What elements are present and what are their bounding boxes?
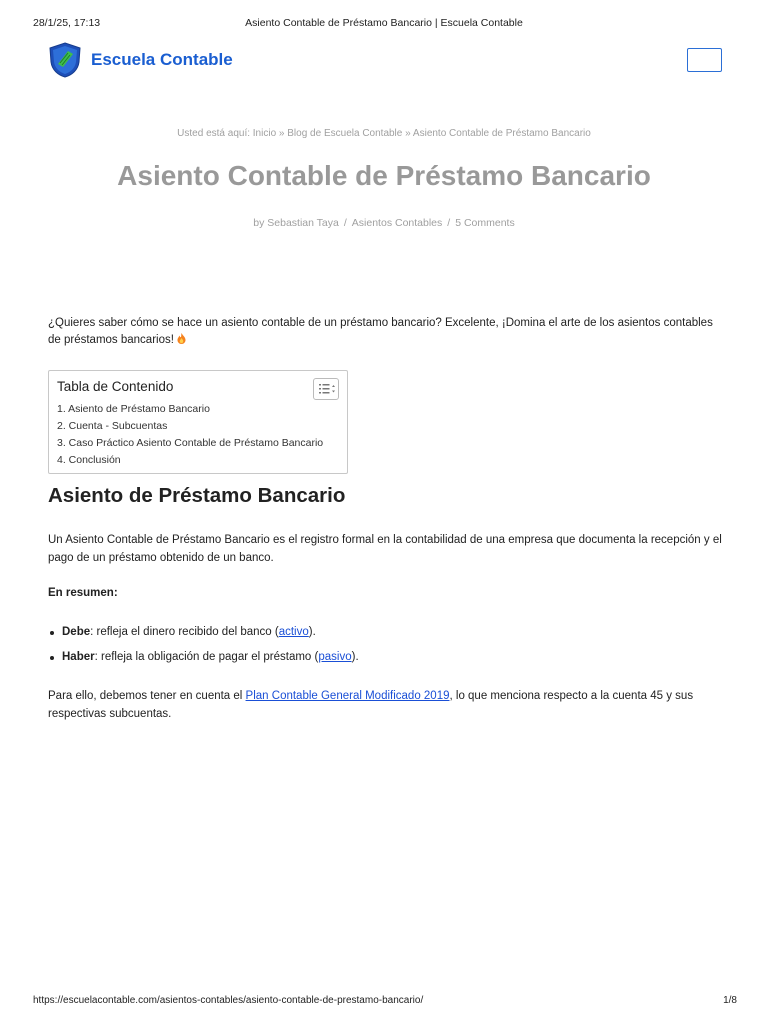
toc-item[interactable]: 4. Conclusión [57, 454, 121, 466]
toc-toggle-button[interactable] [313, 378, 339, 400]
site-header [48, 42, 724, 78]
summary-list [48, 624, 359, 674]
summary-label: En resumen: [48, 587, 118, 599]
print-page-number: 1/8 [723, 995, 737, 1006]
site-name-link[interactable]: Escuela Contable [91, 50, 233, 69]
breadcrumb [0, 128, 768, 139]
bullet-term: Haber [62, 651, 95, 663]
toc-item[interactable]: 2. Cuenta - Subcuentas [57, 420, 168, 432]
print-page-title: Asiento Contable de Préstamo Bancario | Escuela Contable [245, 17, 523, 29]
breadcrumb-current: Asiento Contable de Préstamo Bancario [412, 128, 591, 139]
meta-separator: / [447, 217, 451, 229]
paragraph-text: Para ello, debemos tener en cuenta el [48, 690, 246, 702]
page-title: Asiento Contable de Préstamo Bancario [117, 160, 651, 191]
breadcrumb-blog-link[interactable]: Blog de Escuela Contable [287, 128, 403, 139]
section-heading: Asiento de Préstamo Bancario [48, 484, 346, 507]
article-meta [0, 217, 768, 229]
menu-toggle-button[interactable] [687, 48, 722, 72]
paragraph-text: , lo que menciona respecto a la cuenta 45 y sus respectivas subcuentas. [48, 690, 694, 720]
bullet-term: Debe [62, 626, 91, 638]
toc-item[interactable]: 3. Caso Práctico Asiento Contable de Préstamo Bancario [57, 437, 324, 449]
breadcrumb-separator: » [276, 128, 288, 139]
bullet-end: ). [351, 651, 359, 663]
fire-icon [177, 333, 186, 344]
table-of-contents [48, 370, 348, 474]
bullet-text: : refleja el dinero recibido del banco ( [90, 626, 279, 638]
breadcrumb-separator: » [402, 128, 413, 139]
print-datetime: 28/1/25, 17:13 [33, 17, 101, 29]
print-url: https://escuelacontable.com/asientos-contables/asiento-contable-de-prestamo-bancario/ [33, 995, 424, 1006]
list-item [48, 624, 359, 649]
author-link[interactable]: by Sebastian Taya [253, 217, 339, 229]
intro-text: ¿Quieres saber cómo se hace un asiento contable de un préstamo bancario? Excelente, ¡Domina el arte de los asientos contables de préstamos bancarios! [48, 317, 713, 346]
intro-paragraph [48, 315, 728, 349]
plan-contable-paragraph [48, 687, 728, 723]
breadcrumb-prefix: Usted está aquí: [177, 128, 253, 139]
toc-title: Tabla de Contenido [57, 379, 174, 394]
breadcrumb-home-link[interactable]: Inicio [252, 128, 277, 139]
meta-separator: / [343, 217, 347, 229]
bullet-end: ). [308, 626, 316, 638]
list-toggle-icon [314, 379, 338, 399]
pasivo-link[interactable]: pasivo [318, 651, 352, 663]
plan-contable-link[interactable]: Plan Contable General Modificado 2019 [245, 690, 450, 702]
comments-link[interactable]: 5 Comments [455, 217, 515, 229]
definition-paragraph: Un Asiento Contable de Préstamo Bancario es el registro formal en la contabilidad de una empresa que documenta la recepción y el pago de un préstamo obtenido de un banco. [48, 534, 722, 564]
activo-link[interactable]: activo [278, 626, 309, 638]
toc-list [57, 401, 323, 469]
list-item [48, 649, 359, 674]
category-link[interactable]: Asientos Contables [351, 217, 443, 229]
shield-logo-icon[interactable] [48, 42, 82, 78]
bullet-text: : refleja la obligación de pagar el préstamo ( [94, 651, 319, 663]
toc-item[interactable]: 1. Asiento de Préstamo Bancario [57, 403, 210, 415]
